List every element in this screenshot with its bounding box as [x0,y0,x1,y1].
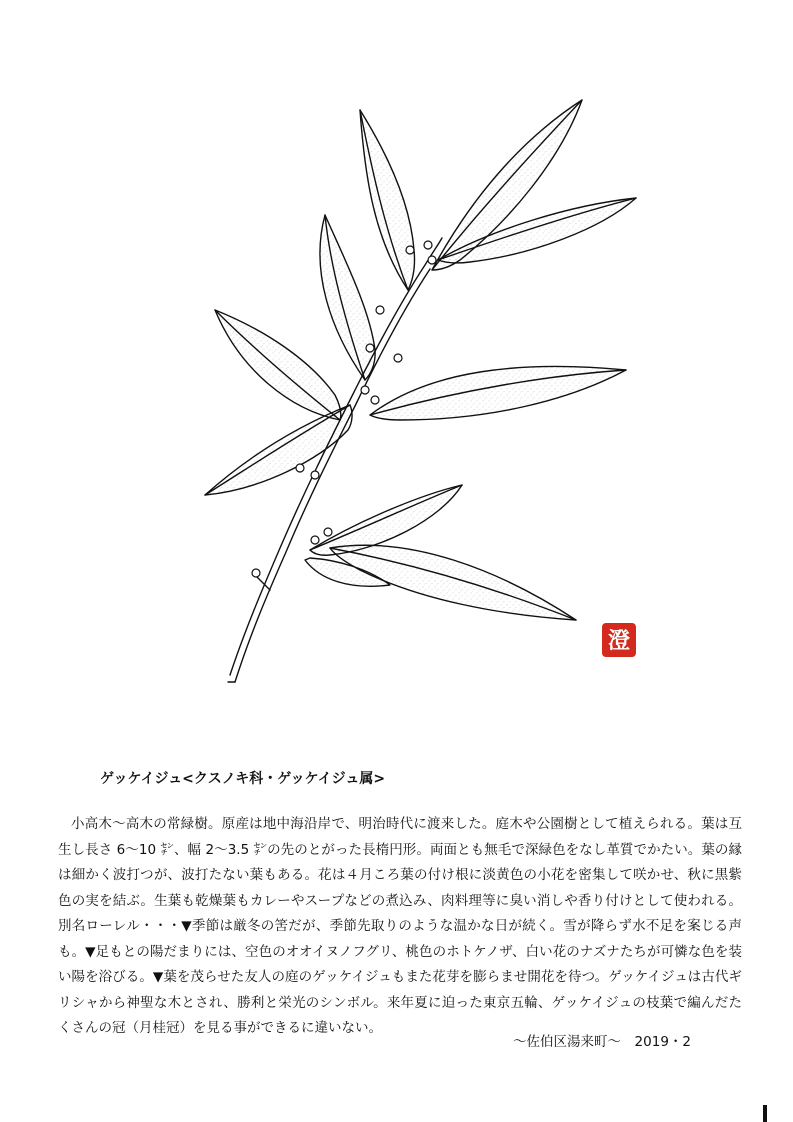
leaf [215,310,341,420]
leaf [205,405,352,495]
artist-seal [602,623,636,657]
leaf [360,110,415,290]
location-date-signature: ～佐伯区湯来町～ 2019・2 [513,1034,691,1050]
seal-character: 澄 [607,629,631,654]
leaf [320,215,375,380]
leaf [370,366,626,420]
laurel-branch-illustration [170,70,700,720]
leaf [310,485,462,555]
page-edge-mark [763,1105,767,1122]
article-body: 小高木～高木の常緑樹。原産は地中海沿岸で、明治時代に渡来した。庭木や公園樹として植えられる。葉は互生し長さ 6～10 ㌢、幅 2～3.5 ㌢の先のとがった長楕円形。両面とも無毛で深緑色をなし革質でかたい。葉の縁は細かく波打つが、波打たない葉もある。花は４月ころ葉の付け根に淡黄色の小花を密集して咲かせ、秋に黒紫色の実を結ぶ。生葉も乾燥葉もカレーやスープなどの煮込み、肉料理等に臭い消しや香り付けとして使われる。別名ローレル・・・▼季節は厳冬の筈だが、季節先取りのような温かな日が続く。雪が降らず水不足を案じる声も。▼足もとの陽だまりには、空色のオオイヌノフグリ、桃色のホトケノザ、白い花のナズナたちが可憐な色を装い陽を浴びる。▼葉を茂らせた友人の庭のゲッケイジュもまた花芽を膨らませ開花を待つ。ゲッケイジュは古代ギリシャから神聖な木とされ、勝利と栄光のシンボル。来年夏に迫った東京五輪、ゲッケイジュの枝葉で編んだたくさんの冠（月桂冠）を見る事ができるに違いない。 [58,816,742,1036]
article-title: ゲッケイジュ<クスノキ科・ゲッケイジュ属> [100,771,386,787]
